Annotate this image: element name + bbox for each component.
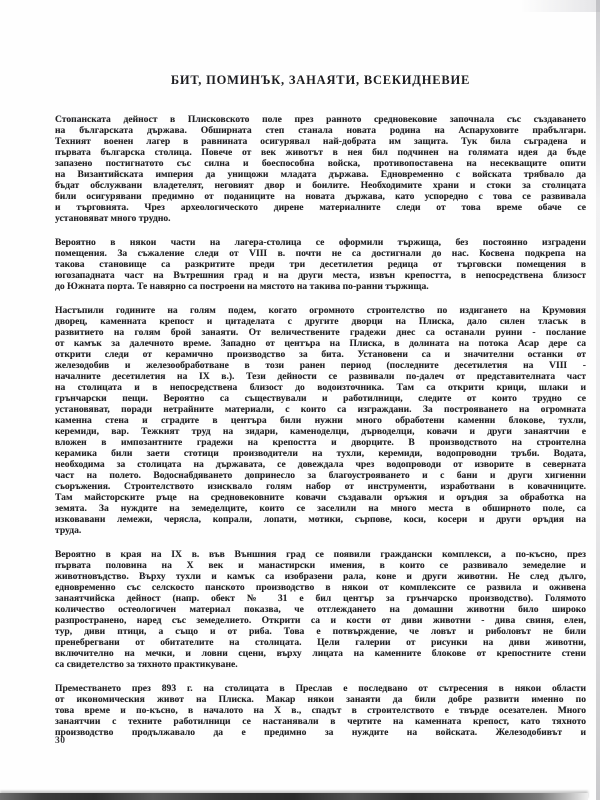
- text-line: керемиди, вар. Тежкият труд на зидари, каменоделци, дърводелци, ковачи и други занаятчии е: [55, 426, 586, 437]
- page-number: 30: [55, 736, 66, 746]
- text-line: керамика били заети стотици производители на тухли, керемиди, водопроводни тръби. Водата,: [55, 448, 586, 459]
- text-line: тур, диви птици, а също и от риба. Това е потвърждение, че ловът и риболовът не били: [55, 626, 586, 637]
- paragraph: [55, 305, 586, 536]
- text-line: земята. За нуждите на земеделците, които се заселили на много места в обширното поле, са: [55, 503, 586, 514]
- text-line: част на полето. Водоснабдяването допринесло за благоустрояването и с бани и други хигиенни: [55, 470, 586, 481]
- text-line: Там майсторските ръце на средновековните ковачи създавали оръжия и оръдия за обработка на: [55, 492, 586, 503]
- text-line: занаятчийска дейност (напр. обект № 31 е бил център за грънчарско производство). Голямото: [55, 593, 586, 604]
- text-line: необходима за столицата на държавата, се довеждала чрез водопроводи от изворите в северната: [55, 459, 586, 470]
- text-line: Техният военен лагер в равнината осигурявал най-добрата им защита. Тук била съградена и: [55, 136, 586, 147]
- text-line: развитието на голям брой занаяти. От величествените градежи днес са останали руини - послание: [55, 327, 586, 338]
- text-line: дворец, каменната крепост и цитаделата с другите дворци на Плиска, дало силен тласък в: [55, 316, 586, 327]
- text-line: от икономическия живот на Плиска. Макар някои занаяти да били добре развити именно по: [55, 694, 586, 705]
- text-line: запазено постигнатото със силна и боеспособна войска, противопоставена на несекващите опити: [55, 158, 586, 169]
- paragraph: [55, 549, 586, 670]
- text-line: установяват, поради нетрайните материали, с които са изграждани. За построяването на огромната: [55, 404, 586, 415]
- text-line: открити следи от керамично производство за бита. Установени са и значителни останки от: [55, 349, 586, 360]
- paragraph: [55, 114, 586, 224]
- text-line: това време и по-късно, в началото на X в., спадът в строителството е твърде осезателен. Много: [55, 705, 586, 716]
- text-line: помещения. За съжаление следи от VIII в. почти не са достигнали до нас. Косвена подкрепа на: [55, 248, 586, 259]
- text-line: първата половина на X век и манастирски имения, в които се развивало земеделие и: [55, 560, 586, 571]
- text-line: Вероятно в края на IX в. във Външния град се появили граждански комплекси, а по-късно, през: [55, 549, 586, 560]
- text-line: пренебрегвани от обитателите на столицата. Цели галерии от рисунки на диви животни,: [55, 637, 586, 648]
- text-line: железодобив и железообработване в този ранен период (последните десетилетия на VIII -: [55, 360, 586, 371]
- text-line: бъдат обслужвани владетелят, неговият двор и боилите. Необходимите храни и стоки за столицата: [55, 180, 586, 191]
- scan-shade-right-edge: [596, 0, 600, 800]
- text-line: първата българска столица. Повече от век животът в нея бил подчинен на голямата идея да бъде: [55, 147, 586, 158]
- text-line: установяват много трудно.: [55, 213, 171, 224]
- text-line: включително на мечки, и ловни сцени, върху лицата на каменните блокове от крепостните стени: [55, 648, 586, 659]
- text-line: производство продължавало да е предимно за нуждите на войската. Железодобивът и: [55, 727, 586, 738]
- text-line: занаятчии с техните работилници се настанявали в чертите на каменната крепост, като тяхното: [55, 716, 586, 727]
- paragraph: [55, 683, 586, 738]
- text-line: са свидетелство за тяхното практикуване.: [55, 659, 238, 670]
- page-title: БИТ, ПОМИНЪК, ЗАНАЯТИ, ВСЕКИДНЕВИЕ: [170, 73, 471, 87]
- text-line: от камък за далечното време. Западно от центъра на Плиска, в долината на потока Асар дере са: [55, 338, 586, 349]
- text-line: вложен в импозантните градежи на крепостта и дворците. В производството на строителна: [55, 437, 586, 448]
- text-line: съоръжения. Строителството изисквало голям набор от инструменти, изработвани в ковачниците.: [55, 481, 586, 492]
- text-line: такова становище са разкритите преди три десетилетия редица от търговски помещения в: [55, 259, 586, 270]
- body-text: [55, 114, 586, 751]
- text-line: едновременно със селскосто панското производство в някои от комплексите се развила и оживена: [55, 582, 586, 593]
- text-line: труда.: [55, 525, 82, 536]
- text-line: били осигурявани предимно от поданиците на новата държава, като успоредно с това се развивала: [55, 191, 586, 202]
- text-line: Вероятно в някои части на лагера-столица се оформили тържища, без постоянно изградени: [55, 237, 586, 248]
- scan-shadow-bottom-edge: [0, 793, 588, 800]
- text-line: на столицата и в непосредствена близост до водоизточника. Там са открити крици, шлаки и: [55, 382, 586, 393]
- text-line: Настъпили годините на голям подем, когато огромното строителство по издигането на Крумовия: [55, 305, 586, 316]
- text-line: Стопанската дейност в Плисковското поле през ранното средновековие започнала със създаването: [55, 114, 586, 125]
- scan-shade-top-right: [520, 0, 600, 12]
- text-line: Преместването през 893 г. на столицата в Преслав е последвано от сътресения в някои области: [55, 683, 586, 694]
- text-line: грънчарски пещи. Вероятно са съществували и работилници, следите от които трудно се: [55, 393, 586, 404]
- text-line: изковавани лемежи, черясла, копрали, лопати, мотики, сърпове, коси, косери и други оръдия на: [55, 514, 586, 525]
- text-line: животновъдство. Върху тухли и камък са изобразени рала, коне и други животни. Не след дълго,: [55, 571, 586, 582]
- text-line: каменна стена и сградите в центъра били нужни много обработени каменни блокове, тухли,: [55, 415, 586, 426]
- text-line: количество остеологичен материал показва, че отглеждането на домашни животни било широко: [55, 604, 586, 615]
- text-line: югозападната част на Вътрешния град и на други места, извън крепостта, в непосредствена близост: [55, 270, 586, 281]
- text-line: началните десетилетия на IX в.). Тези дейности се развивали по-далеч от представителната част: [55, 371, 586, 382]
- text-line: на Византийската империя да унищожи младата държава. Едновременно с войската трябвало да: [55, 169, 586, 180]
- text-line: разпространено, наред със земеделието. Открити са и кости от диви животни - дива свиня, елен,: [55, 615, 586, 626]
- text-line: до Южната порта. Те навярно са построени на мястото на такива по-ранни тържища.: [55, 281, 429, 292]
- paragraph: [55, 237, 586, 292]
- text-line: и търговията. Чрез археологическото дирене материалните следи от това време обаче се: [55, 202, 586, 213]
- text-line: на българската държава. Обширната степ станала новата родина на Аспаруховите прабългари.: [55, 125, 586, 136]
